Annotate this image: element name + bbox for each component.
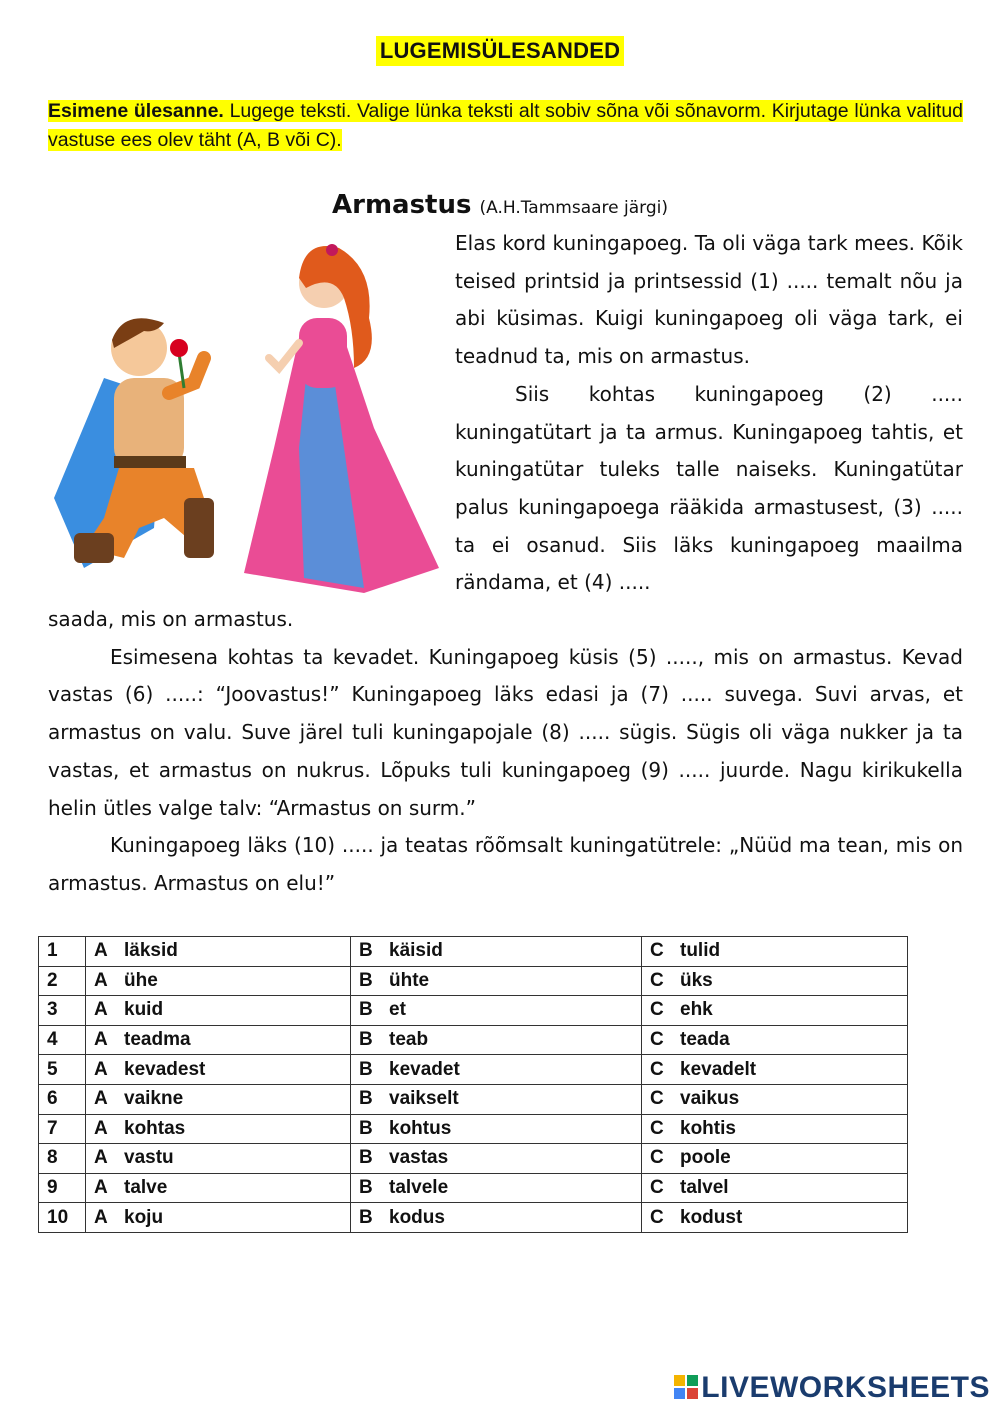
- question-number: 2: [39, 966, 86, 996]
- prince-arm: [169, 358, 204, 393]
- option-word: teab: [389, 1029, 429, 1051]
- option-word: ühe: [124, 969, 158, 991]
- option-c-cell[interactable]: [642, 966, 908, 996]
- option-row: [39, 966, 908, 996]
- option-b-cell[interactable]: [351, 1173, 642, 1203]
- question-number: 10: [39, 1203, 86, 1233]
- option-a-cell[interactable]: [86, 996, 351, 1026]
- option-word: talvel: [680, 1177, 729, 1199]
- question-number: 6: [39, 1084, 86, 1114]
- option-letter: B: [359, 999, 373, 1021]
- story-title: [0, 190, 1000, 220]
- story-title-text: Armastus: [332, 190, 472, 220]
- option-row: [39, 1173, 908, 1203]
- option-word: talvele: [389, 1177, 449, 1199]
- option-c-cell[interactable]: [642, 1114, 908, 1144]
- option-word: kevadelt: [680, 1058, 757, 1080]
- option-word: teadma: [124, 1029, 191, 1051]
- option-letter: C: [650, 1029, 664, 1051]
- liveworksheets-logo: [674, 1371, 990, 1405]
- option-letter: B: [359, 969, 373, 991]
- rose-icon: [170, 339, 188, 357]
- option-letter: A: [94, 940, 108, 962]
- option-c-cell[interactable]: [642, 1025, 908, 1055]
- option-letter: A: [94, 1058, 108, 1080]
- question-number: 3: [39, 996, 86, 1026]
- question-number: 7: [39, 1114, 86, 1144]
- task-text: Lugege teksti. Valige lünka teksti alt sobiv sõna või sõnavorm. Kirjutage lünka valitud vastuse ees olev täht (A, B või C).: [48, 100, 964, 151]
- task-instructions: [48, 97, 963, 155]
- option-word: kevadet: [389, 1058, 460, 1080]
- footer-text: LIVEWORKSHEETS: [701, 1371, 990, 1404]
- option-a-cell[interactable]: [86, 1173, 351, 1203]
- page-title: LUGEMISÜLESANDED: [376, 36, 624, 66]
- option-a-cell[interactable]: [86, 1025, 351, 1055]
- option-row: [39, 937, 908, 967]
- option-letter: C: [650, 1088, 664, 1110]
- option-b-cell[interactable]: [351, 1025, 642, 1055]
- heading-wrap: [0, 36, 1000, 66]
- option-letter: B: [359, 1147, 373, 1169]
- story-paragraph-2a: Siis kohtas kuningapoeg (2) ..... kuningatütart ja ta armus. Kuningapoeg tahtis, et kuningatütar tuleks talle naiseks. Kuningatütar palus kuningapoega rääkida armastusest, (3) ..... ta ei osanud. Siis läks kuningapoeg maailma rändama, et (4) .....: [455, 381, 963, 595]
- princess-hair-bow: [326, 244, 338, 256]
- option-letter: A: [94, 999, 108, 1021]
- option-b-cell[interactable]: [351, 966, 642, 996]
- option-c-cell[interactable]: [642, 1203, 908, 1233]
- option-word: ehk: [680, 999, 713, 1021]
- option-letter: B: [359, 1029, 373, 1051]
- option-row: [39, 1055, 908, 1085]
- option-letter: C: [650, 969, 664, 991]
- option-letter: A: [94, 1029, 108, 1051]
- option-letter: C: [650, 940, 664, 962]
- option-word: teada: [680, 1029, 730, 1051]
- story-paragraph-block-full: [48, 601, 963, 903]
- option-a-cell[interactable]: [86, 1055, 351, 1085]
- option-b-cell[interactable]: [351, 937, 642, 967]
- option-a-cell[interactable]: [86, 1203, 351, 1233]
- prince-boot-right: [184, 498, 214, 558]
- option-c-cell[interactable]: [642, 1173, 908, 1203]
- option-letter: B: [359, 1058, 373, 1080]
- option-word: kevadest: [124, 1058, 206, 1080]
- option-word: talve: [124, 1177, 168, 1199]
- option-a-cell[interactable]: [86, 937, 351, 967]
- story-paragraph-2b: saada, mis on armastus.: [48, 607, 294, 631]
- option-letter: A: [94, 1088, 108, 1110]
- option-b-cell[interactable]: [351, 1084, 642, 1114]
- option-a-cell[interactable]: [86, 1114, 351, 1144]
- option-letter: B: [359, 940, 373, 962]
- option-letter: B: [359, 1206, 373, 1228]
- option-row: [39, 1144, 908, 1174]
- option-word: kohtas: [124, 1117, 186, 1139]
- prince-princess-illustration: [44, 228, 444, 598]
- option-c-cell[interactable]: [642, 1144, 908, 1174]
- option-letter: B: [359, 1117, 373, 1139]
- option-c-cell[interactable]: [642, 1084, 908, 1114]
- option-letter: B: [359, 1177, 373, 1199]
- option-word: kohtis: [680, 1117, 736, 1139]
- option-letter: B: [359, 1088, 373, 1110]
- option-letter: A: [94, 1117, 108, 1139]
- option-row: [39, 996, 908, 1026]
- option-letter: C: [650, 999, 664, 1021]
- option-a-cell[interactable]: [86, 1084, 351, 1114]
- question-number: 9: [39, 1173, 86, 1203]
- option-a-cell[interactable]: [86, 966, 351, 996]
- option-letter: A: [94, 969, 108, 991]
- option-row: [39, 1203, 908, 1233]
- option-word: kohtus: [389, 1117, 452, 1139]
- option-letter: C: [650, 1177, 664, 1199]
- option-letter: C: [650, 1147, 664, 1169]
- option-b-cell[interactable]: [351, 1055, 642, 1085]
- option-word: kodus: [389, 1206, 445, 1228]
- story-paragraph-block-right: [455, 225, 963, 602]
- option-word: vastu: [124, 1147, 174, 1169]
- option-letter: C: [650, 1117, 664, 1139]
- option-b-cell[interactable]: [351, 1114, 642, 1144]
- option-b-cell[interactable]: [351, 1203, 642, 1233]
- option-letter: A: [94, 1177, 108, 1199]
- princess-bodice: [299, 318, 347, 388]
- prince-boot-left: [74, 533, 114, 563]
- story-paragraph-1: Elas kord kuningapoeg. Ta oli väga tark mees. Kõik teised printsid ja printsessid (1) ..... temalt nõu ja abi küsimas. Kuigi kuningapoeg oli väga tark, ei teadnud ta, mis on armastus.: [455, 231, 963, 369]
- prince-belt: [114, 456, 186, 468]
- option-c-cell[interactable]: [642, 1055, 908, 1085]
- option-word: vastas: [389, 1147, 449, 1169]
- option-word: läksid: [124, 940, 178, 962]
- option-b-cell[interactable]: [351, 996, 642, 1026]
- option-word: kuid: [124, 999, 164, 1021]
- option-word: üks: [680, 969, 713, 991]
- option-c-cell[interactable]: [642, 937, 908, 967]
- task-label: Esimene ülesanne.: [48, 100, 224, 122]
- option-word: poole: [680, 1147, 731, 1169]
- option-letter: A: [94, 1206, 108, 1228]
- question-number: 5: [39, 1055, 86, 1085]
- option-letter: A: [94, 1147, 108, 1169]
- option-letter: C: [650, 1206, 664, 1228]
- option-word: vaikselt: [389, 1088, 459, 1110]
- option-b-cell[interactable]: [351, 1144, 642, 1174]
- question-number: 1: [39, 937, 86, 967]
- option-a-cell[interactable]: [86, 1144, 351, 1174]
- option-word: käisid: [389, 940, 443, 962]
- option-row: [39, 1025, 908, 1055]
- option-word: ühte: [389, 969, 430, 991]
- option-word: kodust: [680, 1206, 743, 1228]
- option-row: [39, 1114, 908, 1144]
- option-word: vaikus: [680, 1088, 740, 1110]
- answer-options-table: [38, 936, 908, 1233]
- liveworksheets-icon: [674, 1375, 698, 1399]
- option-word: koju: [124, 1206, 164, 1228]
- option-word: et: [389, 999, 406, 1021]
- option-letter: C: [650, 1058, 664, 1080]
- question-number: 8: [39, 1144, 86, 1174]
- option-word: vaikne: [124, 1088, 184, 1110]
- option-row: [39, 1084, 908, 1114]
- option-c-cell[interactable]: [642, 996, 908, 1026]
- option-word: tulid: [680, 940, 721, 962]
- question-number: 4: [39, 1025, 86, 1055]
- story-author: (A.H.Tammsaare järgi): [479, 198, 668, 218]
- story-paragraph-4: Kuningapoeg läks (10) ..... ja teatas rõõmsalt kuningatütrele: „Nüüd ma tean, mis on armastus. Armastus on elu!”: [48, 833, 963, 895]
- story-paragraph-3: Esimesena kohtas ta kevadet. Kuningapoeg küsis (5) ....., mis on armastus. Kevad vastas (6) .....: “Joovastus!” Kuningapoeg läks edasi ja (7) ..... suvega. Suvi arvas, et armastus on valu. Suve järel tuli kuningapojale (8) ..... sügis. Sügis oli väga nukker ja ta vastas, et armastus on nukrus. Lõpuks tuli kuningapoeg (9) ..... juurde. Nagu kirikukella helin ütles valge talv: “Armastus on surm.”: [48, 644, 963, 820]
